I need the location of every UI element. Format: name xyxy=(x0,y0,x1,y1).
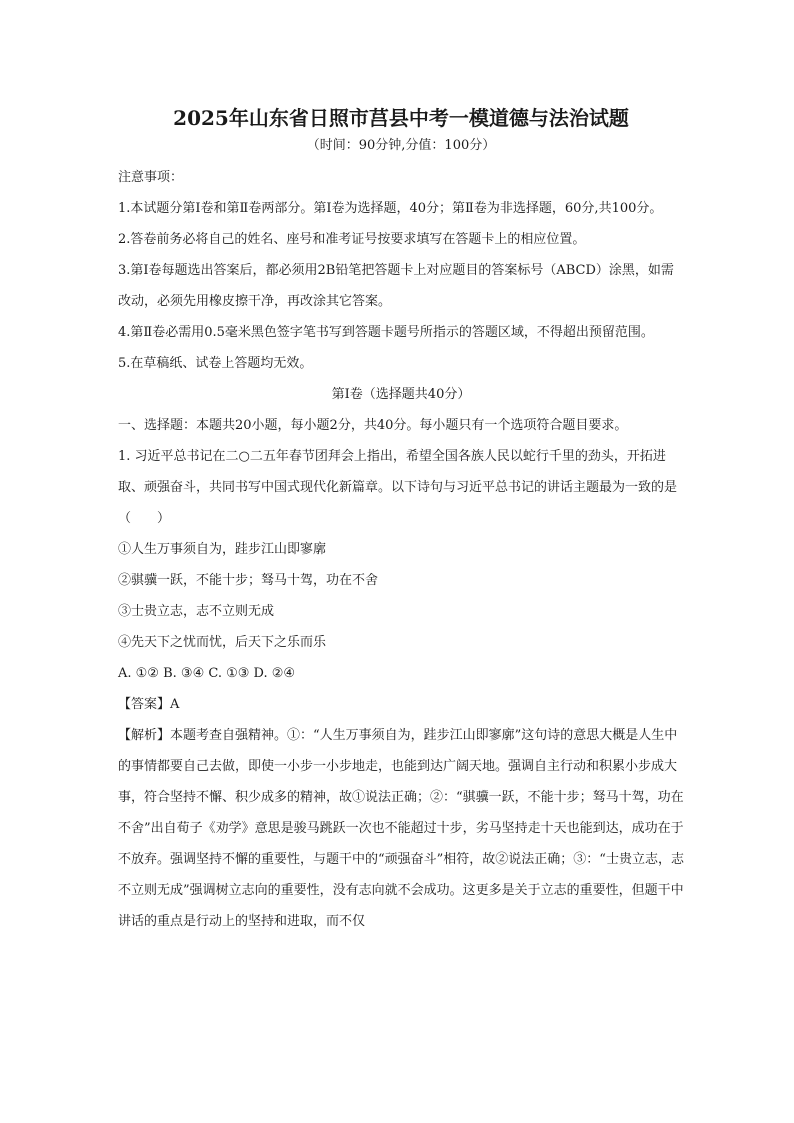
notice-item-5: 5.在草稿纸、试卷上答题均无效。 xyxy=(118,356,313,371)
document-content xyxy=(118,96,684,937)
question-1-stem: 1. 习近平总书记在二○二五年春节团拜会上指出，希望全国各族人民以蛇行千里的劲头，开拓进取、顽强奋斗，共同书写中国式现代化新篇章。以下诗句与习近平总书记的讲话主题最为一致的是（ ） xyxy=(118,449,678,526)
notice-item-1: 1.本试题分第Ⅰ卷和第Ⅱ卷两部分。第Ⅰ卷为选择题，40分；第Ⅱ卷为非选择题，60分,共100分。 xyxy=(118,201,663,216)
notice-item-3: 3.第Ⅰ卷每题选出答案后，都必须用2B铅笔把答题卡上对应题目的答案标号（ABCD）涂黑，如需改动，必须先用橡皮擦干净，再改涂其它答案。 xyxy=(118,263,674,309)
notice-title: 注意事项： xyxy=(118,170,184,185)
exam-subtitle: （时间：90分钟,分值：100分） xyxy=(306,138,496,153)
question-1-option-3: ③士贵立志，志不立则无成 xyxy=(118,604,275,619)
notice-item-2: 2.答卷前务必将自己的姓名、座号和准考证号按要求填写在答题卡上的相应位置。 xyxy=(118,232,586,247)
question-1-analysis: 【解析】本题考查自强精神。①：“人生万事须自为，跬步江山即寥廓”这句诗的意思大概是人生中的事情都要自己去做，即使一小步一小步地走，也能到达广阔天地。强调自主行动和积累小步成大事，符合坚持不懈、积少成多的精神，故①说法正确；②：“骐骥一跃，不能十步；驽马十驾，功在不舍”出自荀子《劝学》意思是骏马跳跃一次也不能超过十步，劣马坚持走十天也能到达，成功在于不放弃。强调坚持不懈的重要性，与题干中的“顽强奋斗”相符，故②说法正确；③：“士贵立志，志不立则无成”强调树立志向的重要性，没有志向就不会成功。这更多是关于立志的重要性，但题干中讲话的重点是行动上的坚持和进取，而不仅 xyxy=(118,728,684,929)
question-1-answer: 【答案】A xyxy=(118,697,180,712)
section-intro: 一、选择题：本题共20小题，每小题2分，共40分。每小题只有一个选项符合题目要求。 xyxy=(118,418,628,433)
question-1-option-2: ②骐骥一跃，不能十步；驽马十驾，功在不舍 xyxy=(118,573,379,588)
exam-title: 2025年山东省日照市莒县中考一模道德与法治试题 xyxy=(173,106,629,130)
question-1-choices: A. ①② B. ③④ C. ①③ D. ②④ xyxy=(118,666,296,681)
question-1-option-1: ①人生万事须自为，跬步江山即寥廓 xyxy=(118,542,327,557)
section-title: 第Ⅰ卷（选择题共40分） xyxy=(331,387,471,402)
question-1-option-4: ④先天下之忧而忧，后天下之乐而乐 xyxy=(118,635,327,650)
notice-item-4: 4.第Ⅱ卷必需用0.5毫米黑色签字笔书写到答题卡题号所指示的答题区域，不得超出预留范围。 xyxy=(118,325,654,340)
